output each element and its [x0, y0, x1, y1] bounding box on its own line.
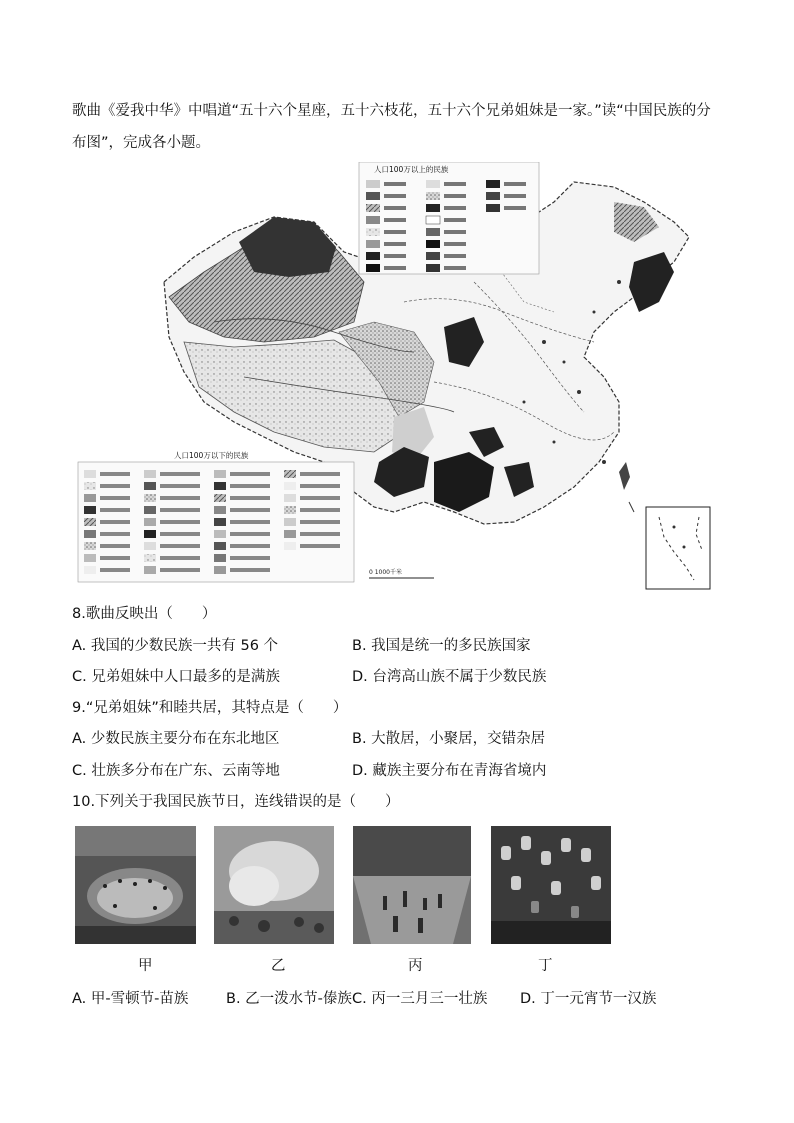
taiwan: [619, 462, 630, 490]
q10-option-b: B. 乙一泼水节-傣族: [226, 991, 352, 1007]
caption-jia: 甲: [138, 958, 153, 974]
q8-option-c: C. 兄弟姐妹中人口最多的是满族: [72, 669, 280, 685]
caption-yi: 乙: [271, 958, 286, 974]
scale-label: 0 1000千米: [369, 569, 402, 576]
scale-bar: [369, 568, 434, 578]
legend-top-title: 人口100万以上的民族: [374, 165, 449, 174]
q8-option-d: D. 台湾高山族不属于少数民族: [352, 669, 547, 685]
q9-option-d: D. 藏族主要分布在青海省境内: [352, 763, 547, 779]
caption-ding: 丁: [538, 958, 553, 974]
legend-bottom-title: 人口100万以下的民族: [174, 451, 249, 460]
caption-bing: 丙: [408, 958, 423, 974]
ethnic-distribution-map: [74, 162, 720, 592]
question-10-stem: 10.下列关于我国民族节日，连线错误的是（ ）: [72, 794, 400, 810]
question-9-stem: 9.“兄弟姐妹”和睦共居，其特点是（ ）: [72, 700, 348, 716]
q9-option-a: A. 少数民族主要分布在东北地区: [72, 731, 280, 747]
photo-jia: [75, 826, 196, 944]
photo-bing: [353, 826, 471, 944]
photo-yi: [214, 826, 334, 944]
q10-option-c: C. 丙一三月三一壮族: [352, 991, 488, 1007]
legend-top: [359, 162, 539, 274]
south-china-sea-inset: [646, 507, 710, 589]
intro-line-1: 歌曲《爱我中华》中唱道“五十六个星座，五十六枝花，五十六个兄弟姐妹是一家。”读“中国民族的分: [72, 103, 711, 119]
q10-option-a: A. 甲-雪顿节-苗族: [72, 991, 189, 1007]
legend-bottom: [78, 450, 354, 582]
intro-line-2: 布图”，完成各小题。: [72, 135, 211, 151]
question-8-stem: 8.歌曲反映出（ ）: [72, 606, 217, 622]
q10-option-d: D. 丁一元宵节一汉族: [520, 991, 657, 1007]
q9-option-c: C. 壮族多分布在广东、云南等地: [72, 763, 280, 779]
q8-option-a: A. 我国的少数民族一共有 56 个: [72, 638, 279, 654]
q9-option-b: B. 大散居，小聚居，交错杂居: [352, 731, 546, 747]
q8-option-b: B. 我国是统一的多民族国家: [352, 638, 531, 654]
photo-ding: [491, 826, 611, 944]
